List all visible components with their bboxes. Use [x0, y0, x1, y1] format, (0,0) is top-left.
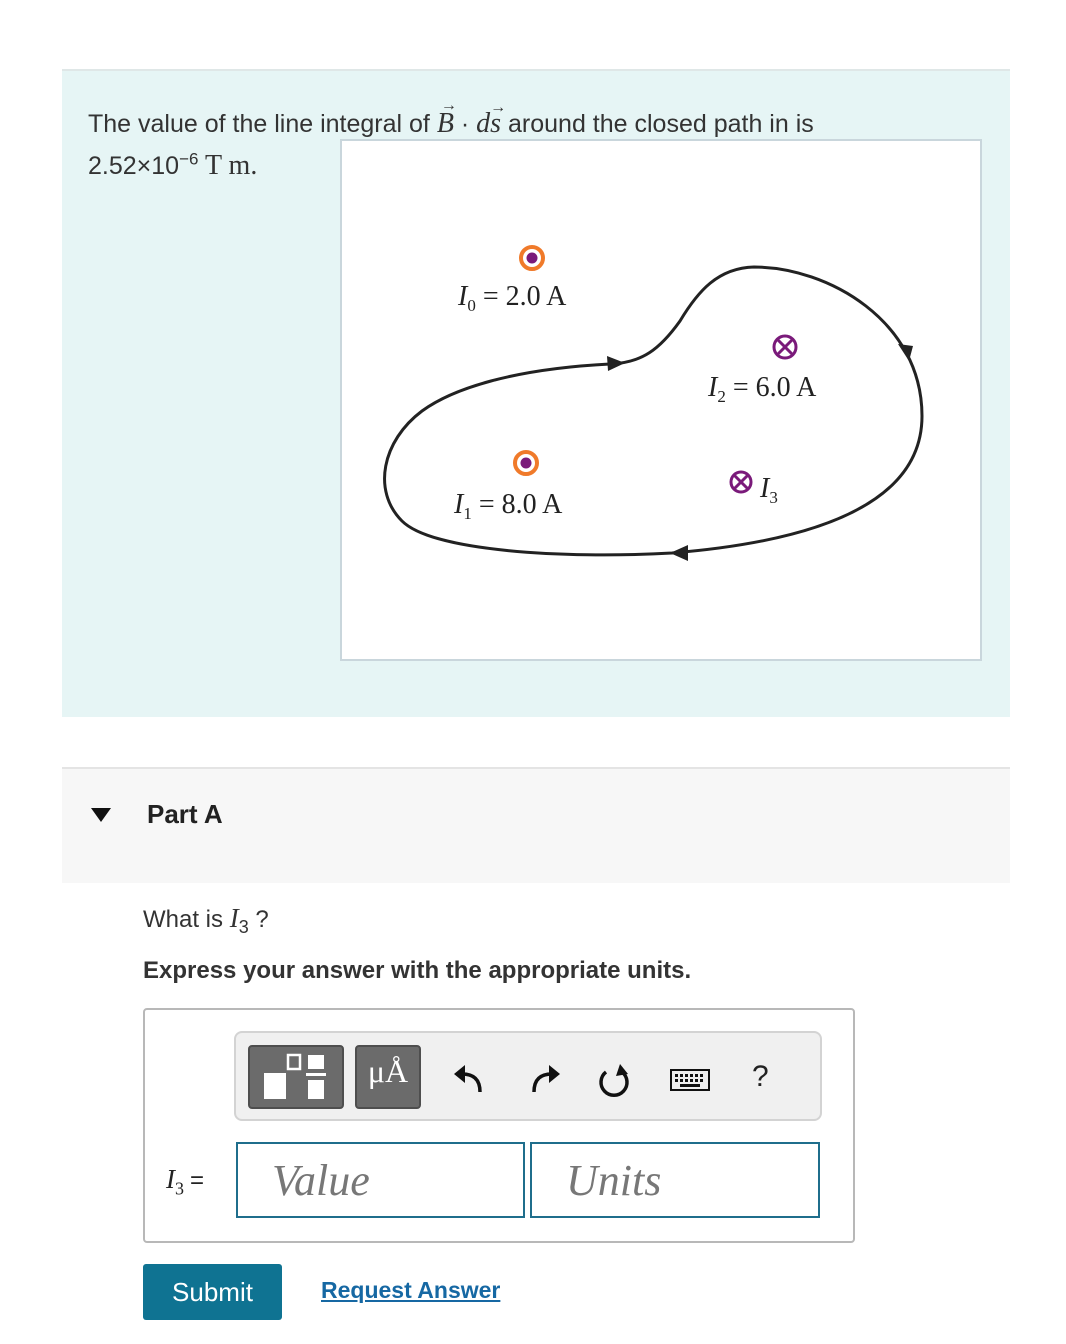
part-title: Part A	[147, 799, 223, 829]
fraction-template-icon	[260, 1049, 332, 1105]
current-i2-in-symbol	[774, 336, 796, 358]
integral-value: $2.52\times 10^{-6}$ T m.	[88, 150, 258, 182]
question-text: What is $I_3$ ?	[143, 903, 269, 937]
submit-button[interactable]: Submit	[143, 1264, 282, 1320]
statement-text: The value of the line integral of	[88, 110, 437, 138]
vector-b: → B	[437, 106, 454, 142]
current-i3-label: $I_3$	[760, 473, 778, 507]
path-arrow-top	[607, 356, 625, 371]
current-i0-label: $I_0 = 2.0$ A	[458, 281, 567, 315]
units-icon: μÅ	[367, 1053, 409, 1089]
request-answer-link[interactable]: Request Answer	[321, 1277, 501, 1303]
statement-text-2: around the closed path in is	[501, 110, 814, 138]
dot-operator: ·	[453, 110, 477, 138]
undo-icon[interactable]	[450, 1060, 490, 1100]
value-input[interactable]	[236, 1142, 525, 1218]
redo-icon[interactable]	[524, 1060, 564, 1100]
current-i3-in-symbol	[731, 472, 751, 492]
closed-path-figure	[340, 139, 982, 661]
current-i1-out-symbol	[515, 452, 537, 474]
figure-svg	[342, 141, 984, 663]
answer-variable-label: $I_3$ =	[166, 1164, 205, 1199]
current-i2-label: $I_2 = 6.0$ A	[708, 372, 817, 406]
current-i1-label: $I_1 = 8.0$ A	[454, 489, 563, 523]
reset-icon[interactable]	[594, 1060, 634, 1100]
collapse-caret-icon[interactable]	[91, 808, 111, 822]
vector-ds: → ds	[476, 106, 501, 142]
path-arrow-bottom	[670, 545, 688, 561]
units-input[interactable]	[530, 1142, 820, 1218]
help-icon[interactable]: ?	[752, 1060, 769, 1093]
current-i0-out-symbol	[521, 247, 543, 269]
answer-instruction: Express your answer with the appropriate units.	[143, 957, 692, 984]
keyboard-icon[interactable]	[668, 1060, 712, 1100]
